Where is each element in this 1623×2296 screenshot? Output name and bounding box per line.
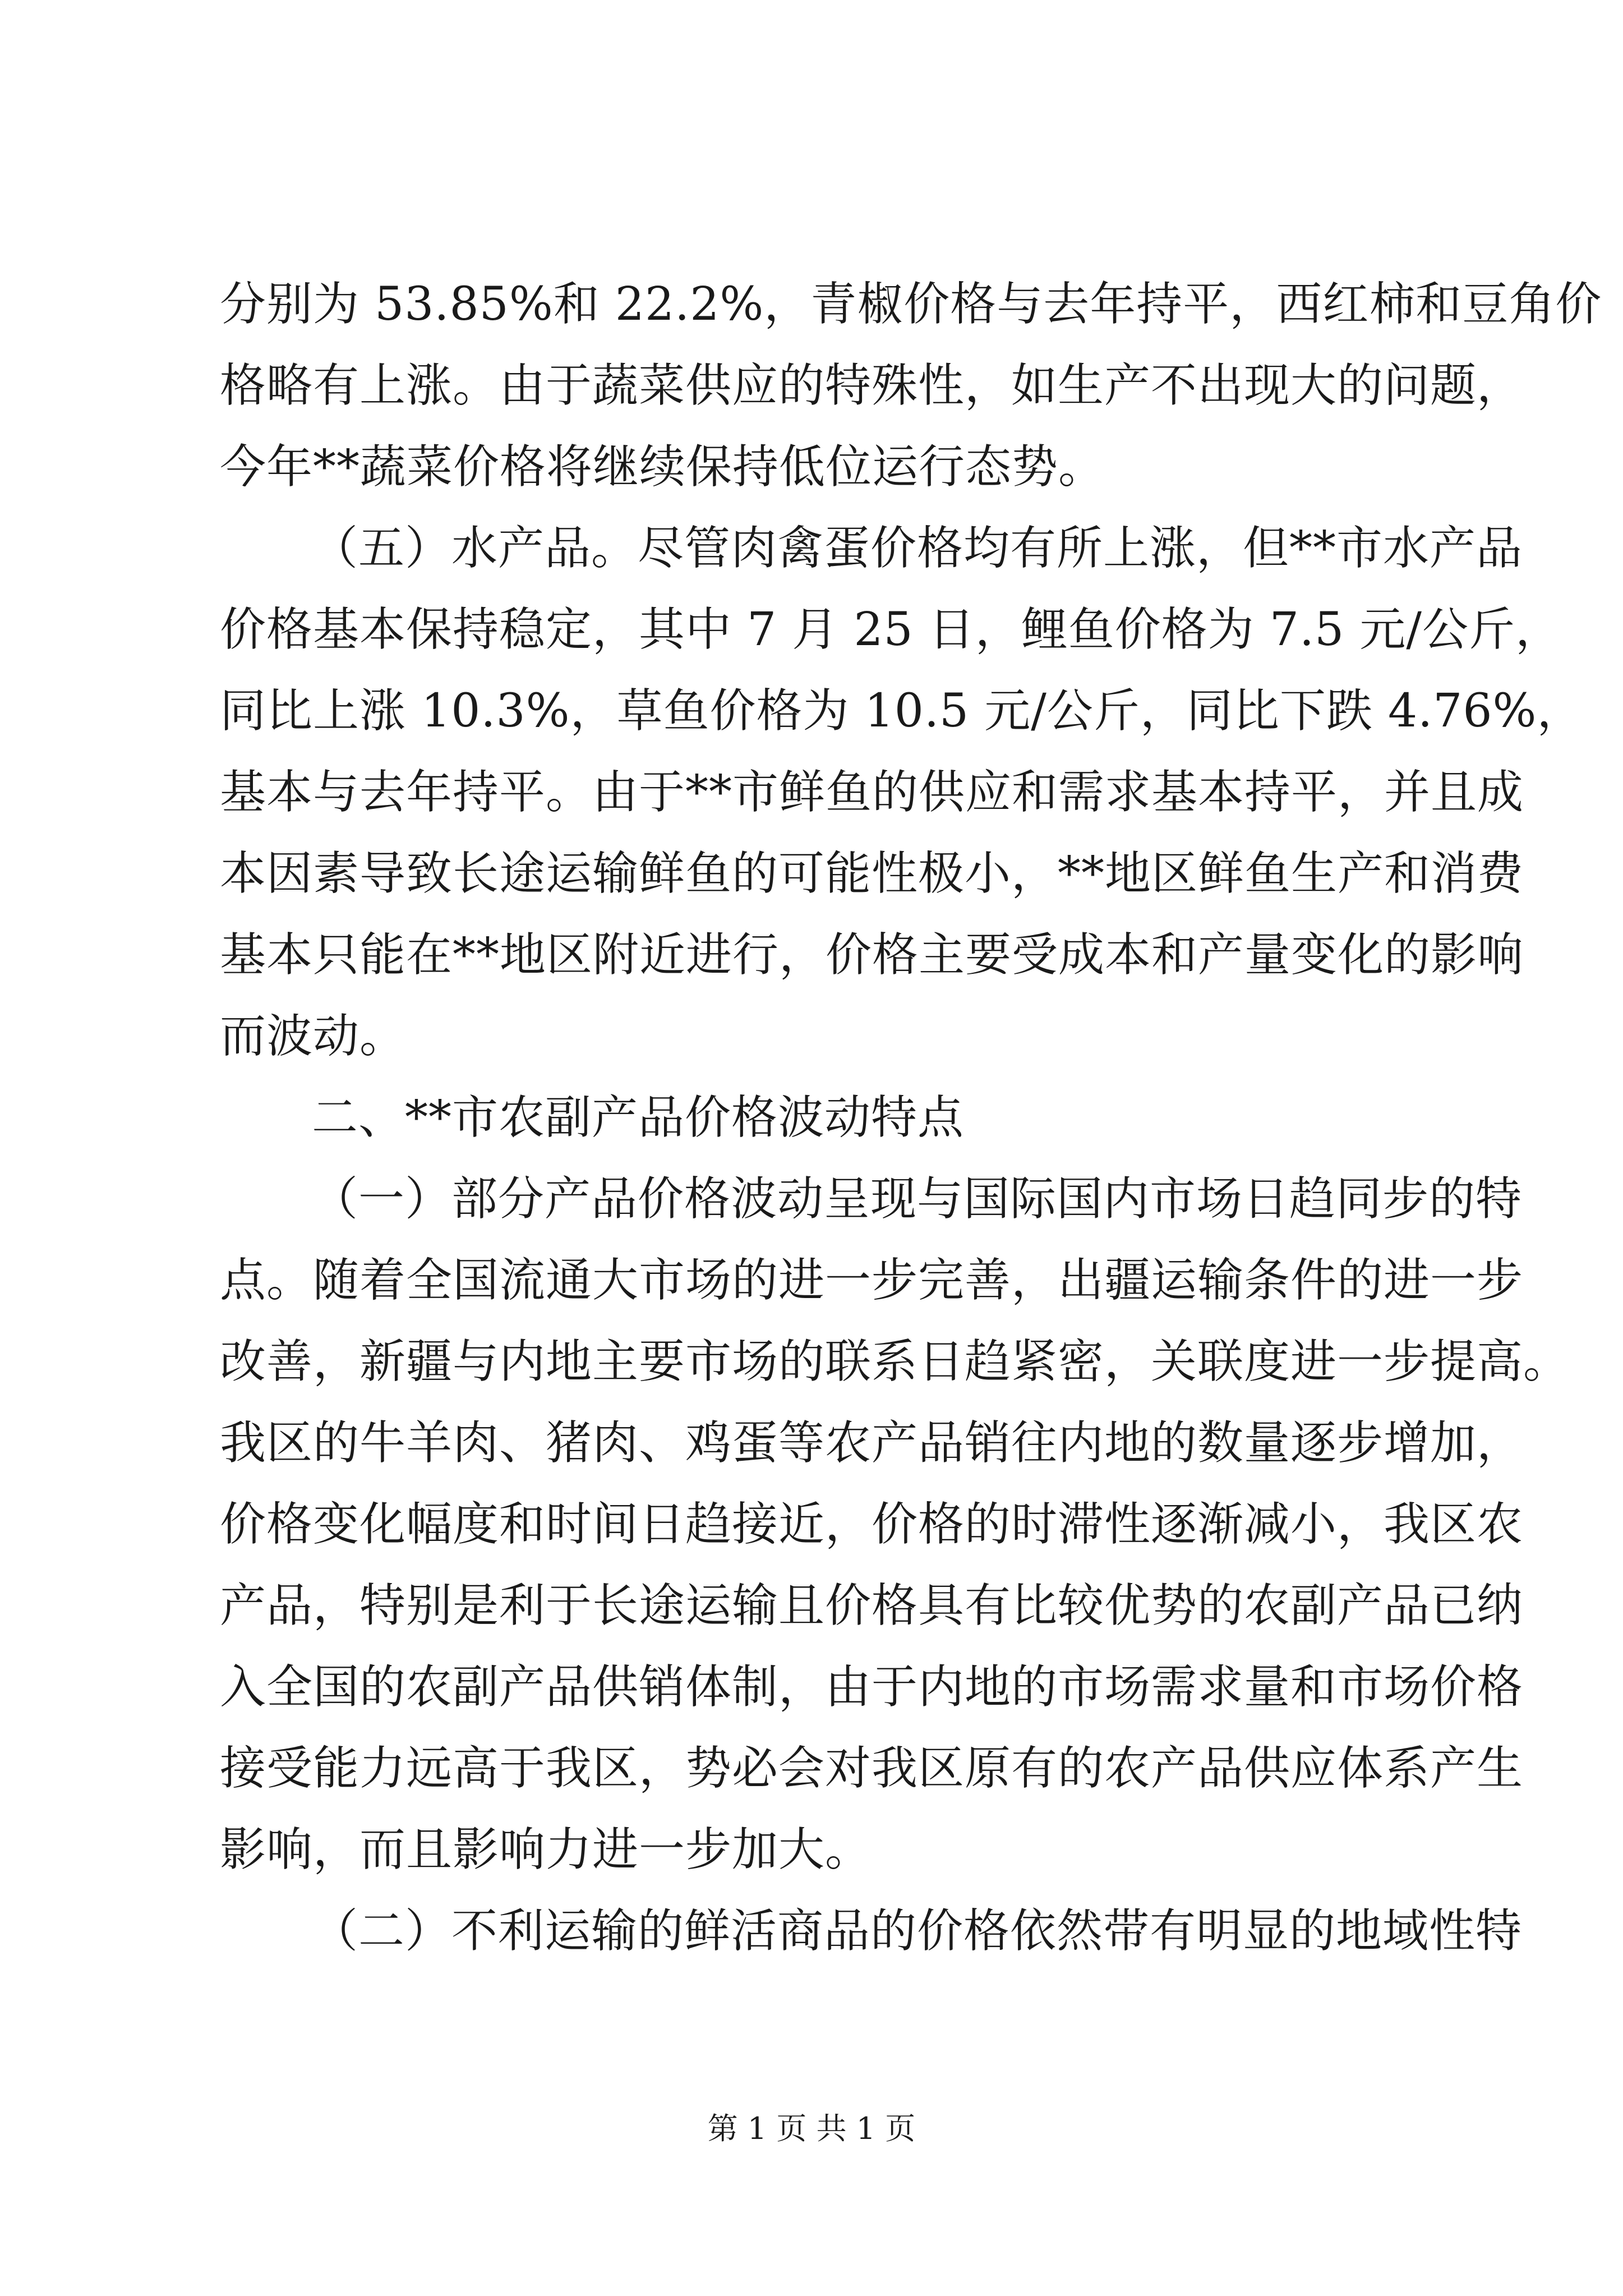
text-line: 今年**蔬菜价格将继续保持低位运行态势。: [220, 440, 1105, 494]
text-line: 改善，新疆与内地主要市场的联系日趋紧密，关联度进一步提高。: [220, 1335, 1570, 1388]
section-heading: 二、**市农副产品价格波动特点: [312, 1091, 965, 1144]
text-line: 而波动。: [220, 1010, 407, 1063]
text-line: 入全国的农副产品供销体制，由于内地的市场需求量和市场价格: [220, 1660, 1524, 1714]
text-line: 接受能力远高于我区，势必会对我区原有的农产品供应体系产生: [220, 1742, 1524, 1795]
text-line: 同比上涨 10.3%，草鱼价格为 10.5 元/公斤，同比下跌 4.76%，: [220, 684, 1584, 738]
text-line: 点。随着全国流通大市场的进一步完善，出疆运输条件的进一步: [220, 1254, 1524, 1307]
text-line: 价格基本保持稳定，其中 7 月 25 日，鲤鱼价格为 7.5 元/公斤，: [220, 603, 1562, 656]
text-line: （二）不利运输的鲜活商品的价格依然带有明显的地域性特: [312, 1904, 1523, 1958]
text-line: 影响，而且影响力进一步加大。: [220, 1823, 872, 1876]
text-line: 本因素导致长途运输鲜鱼的可能性极小，**地区鲜鱼生产和消费: [220, 847, 1524, 900]
page-footer: 第 1 页 共 1 页: [707, 2111, 916, 2146]
text-line: （一）部分产品价格波动呈现与国际国内市场日趋同步的特: [312, 1172, 1523, 1226]
document-body: [220, 264, 1602, 1972]
text-line: 基本只能在**地区附近进行，价格主要受成本和产量变化的影响: [220, 928, 1524, 982]
text-line: 产品，特别是利于长途运输且价格具有比较优势的农副产品已纳: [220, 1579, 1524, 1632]
text-line: （五）水产品。尽管肉禽蛋价格均有所上涨，但**市水产品: [312, 522, 1523, 575]
text-line: 我区的牛羊肉、猪肉、鸡蛋等农产品销往内地的数量逐步增加，: [220, 1416, 1524, 1470]
text-line: 分别为 53.85%和 22.2%，青椒价格与去年持平，西红柿和豆角价: [220, 278, 1602, 331]
text-line: 价格变化幅度和时间日趋接近，价格的时滞性逐渐减小，我区农: [220, 1498, 1524, 1551]
text-line: 基本与去年持平。由于**市鲜鱼的供应和需求基本持平，并且成: [220, 766, 1524, 819]
text-line: 格略有上涨。由于蔬菜供应的特殊性，如生产不出现大的问题，: [220, 359, 1524, 412]
